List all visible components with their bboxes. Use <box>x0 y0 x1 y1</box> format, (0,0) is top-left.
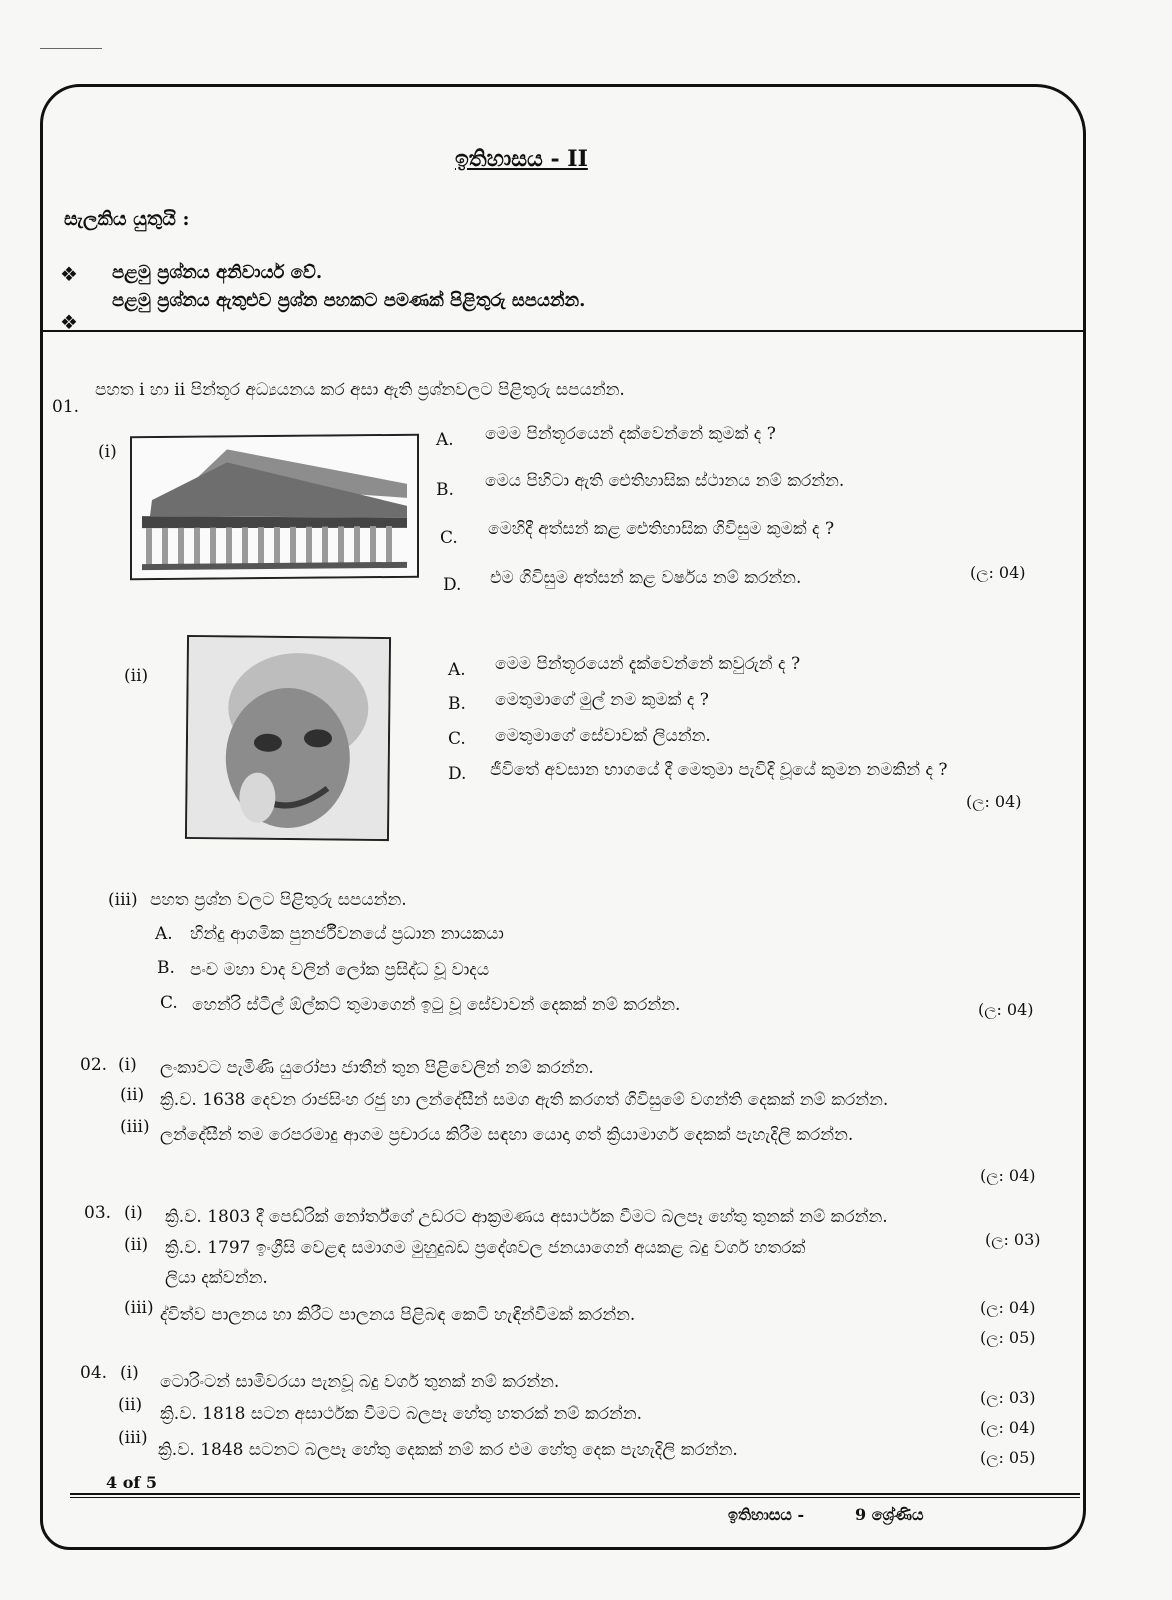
footer-subject: ඉතිහාසය - <box>728 1505 805 1524</box>
q1-number: 01. <box>52 397 80 417</box>
q3-ii-text: ක්‍රි.ව. 1797 ඉංග්‍රීසි වෙළඳ සමාගම මුහුදුබඩ ප්‍රදේශවල ජනයාගෙන් අයකළ බදු වර්ග හතරක් <box>165 1238 806 1258</box>
q1-i-d-letter: D. <box>443 575 462 595</box>
q1-i-marks: (ල: 04) <box>970 563 1026 582</box>
page-number: 4 of 5 <box>106 1473 157 1492</box>
q1-part-i-label: (i) <box>98 442 117 462</box>
q3-ii-label: (ii) <box>124 1235 149 1255</box>
q1-i-c-text: මෙහිදී අත්සන් කළ ඓතිහාසික ගිවිසුම කුමක් ද ? <box>488 519 835 539</box>
q1-part-ii-label: (ii) <box>124 666 149 686</box>
header-divider <box>40 330 1083 332</box>
q2-number: 02. <box>80 1055 108 1075</box>
top-scan-line <box>40 48 102 49</box>
q1-ii-marks: (ල: 04) <box>966 792 1022 811</box>
q1-i-d-text: එම ගිවිසුම අත්සන් කළ වර්ෂය නම් කරන්න. <box>490 568 802 588</box>
q3-ii-marks: (ල: 04) <box>980 1298 1036 1317</box>
bullet-icon: ❖ <box>60 310 78 334</box>
q3-i-marks: (ල: 03) <box>985 1230 1041 1249</box>
q1-i-a-letter: A. <box>436 430 454 450</box>
q1-ii-a-text: මෙම පින්තූරයෙන් දැක්වෙන්නේ කවුරුන් ද ? <box>495 654 801 674</box>
q1-iii-b-letter: B. <box>157 958 175 978</box>
q4-ii-marks: (ල: 04) <box>980 1418 1036 1437</box>
q1-ii-c-text: මෙතුමාගේ සේවාවක් ලියන්න. <box>495 726 711 746</box>
q2-marks: (ල: 04) <box>980 1166 1036 1185</box>
q4-i-marks: (ල: 03) <box>980 1388 1036 1407</box>
q2-ii-label: (ii) <box>120 1085 145 1105</box>
q1-iii-c-text: හෙන්රි ස්ටීල් ඕල්කට් තුමාගෙන් ඉටු වූ සේවාවන් දෙකක් නම් කරන්න. <box>192 995 681 1015</box>
q3-i-text: ක්‍රි.ව. 1803 දී පෙඩ්රික් නෝර්ත්ගේ උඩරට ආක්‍රමණය අසාර්ථක වීමට බලපෑ හේතු තුනක් නම් කරන්න. <box>165 1207 888 1227</box>
building-picture <box>130 434 419 581</box>
q1-part-iii-label: (iii) <box>108 890 138 910</box>
q3-iii-text: ද්විත්ව පාලනය හා කිරීට පාලනය පිළිබඳ කෙටි හැඳින්වීමක් කරන්න. <box>160 1305 636 1325</box>
q1-iii-c-letter: C. <box>160 993 178 1013</box>
q1-iii-intro: පහත ප්‍රශ්න වලට පිළිතුරු සපයන්න. <box>150 890 407 910</box>
q1-ii-a-letter: A. <box>448 660 466 680</box>
instruction-2: පළමු ප්‍රශ්නය ඇතුළුව ප්‍රශ්න පහකට පමණක් පිළිතුරු සපයන්න. <box>112 290 586 311</box>
q1-ii-b-text: මෙතුමාගේ මුල් නම කුමක් ද ? <box>495 690 709 710</box>
q1-i-b-letter: B. <box>436 480 454 500</box>
q3-iii-marks: (ල: 05) <box>980 1328 1036 1347</box>
q2-i-label: (i) <box>118 1055 137 1075</box>
q3-number: 03. <box>84 1203 112 1223</box>
q1-ii-d-text: ජීවිතේ අවසාන භාගයේ දී මෙතුමා පැවිදි වූයේ කුමන නමකින් ද ? <box>490 760 948 780</box>
q1-ii-c-letter: C. <box>448 729 466 749</box>
q4-i-label: (i) <box>120 1363 139 1383</box>
q1-i-a-text: මෙම පින්තූරයෙන් දක්වෙන්නේ කුමක් ද ? <box>485 424 776 444</box>
page-title: ඉතිහාසය - II <box>455 146 588 172</box>
q1-intro: පහත i හා ii පින්තූර අධ්‍යයනය කර අසා ඇති ප්‍රශ්නවලට පිළිතුරු සපයන්න. <box>95 380 625 400</box>
note-heading: සැලකිය යුතුයි : <box>64 208 190 230</box>
q3-iii-label: (iii) <box>124 1298 154 1318</box>
bullet-icon: ❖ <box>60 262 78 286</box>
portrait-picture <box>185 635 391 841</box>
q1-i-b-text: මෙය පිහිටා ඇති ඓතිහාසික ස්ථානය නම් කරන්න. <box>485 471 845 491</box>
q2-iii-label: (iii) <box>120 1117 150 1137</box>
q4-iii-marks: (ල: 05) <box>980 1448 1036 1467</box>
q1-ii-b-letter: B. <box>448 694 466 714</box>
q4-iii-text: ක්‍රි.ව. 1848 සටනට බලපෑ හේතු දෙකක් නම් කර එම හේතු දෙක පැහැදිලි කරන්න. <box>158 1440 738 1460</box>
footer-divider-thin <box>70 1497 1080 1498</box>
q1-i-c-letter: C. <box>440 528 458 548</box>
q4-iii-label: (iii) <box>118 1428 148 1448</box>
q1-iii-a-text: හින්දු ආගමික පුනර්ජීවනයේ ප්‍රධාන නායකයා <box>190 924 504 944</box>
q1-iii-b-text: පංච මහා වාද වලින් ලෝක ප්‍රසිද්ධ වූ වාදය <box>190 960 490 980</box>
q4-number: 04. <box>80 1363 108 1383</box>
footer-divider <box>70 1493 1080 1495</box>
footer-grade: 9 ශ්‍රේණිය <box>855 1505 924 1524</box>
q1-ii-d-letter: D. <box>448 764 467 784</box>
q2-iii-text: ලන්දේසීන් තම රෙපරමාදු ආගම ප්‍රචාරය කිරීම සඳහා යොදා ගත් ක්‍රියාමාර්ග දෙකක් පැහැදිලි කරන්න. <box>160 1125 854 1145</box>
q4-ii-label: (ii) <box>118 1395 143 1415</box>
q3-ii-text-cont: ලියා දක්වන්න. <box>165 1268 268 1288</box>
q2-ii-text: ක්‍රි.ව. 1638 දෙවන රාජසිංහ රජු හා ලන්දේසීන් සමග ඇති කරගත් ගිවිසුමේ වගන්ති දෙකක් නම් කරන්න. <box>160 1090 889 1110</box>
q1-iii-marks: (ල: 04) <box>978 1000 1034 1019</box>
q3-i-label: (i) <box>124 1203 143 1223</box>
q4-i-text: ටොරිංටන් සාමිවරයා පැනවූ බදු වර්ග තුනක් නම් කරන්න. <box>160 1372 560 1392</box>
q1-iii-a-letter: A. <box>155 924 173 944</box>
q4-ii-text: ක්‍රි.ව. 1818 සටන අසාර්ථක වීමට බලපෑ හේතු හතරක් නම් කරන්න. <box>160 1404 643 1424</box>
instruction-1: පළමු ප්‍රශ්නය අනිවාර්ය වේ. <box>112 262 323 283</box>
q2-i-text: ලංකාවට පැමිණි යුරෝපා ජාතීන් තුන පිළිවෙලින් නම් කරන්න. <box>160 1058 594 1078</box>
